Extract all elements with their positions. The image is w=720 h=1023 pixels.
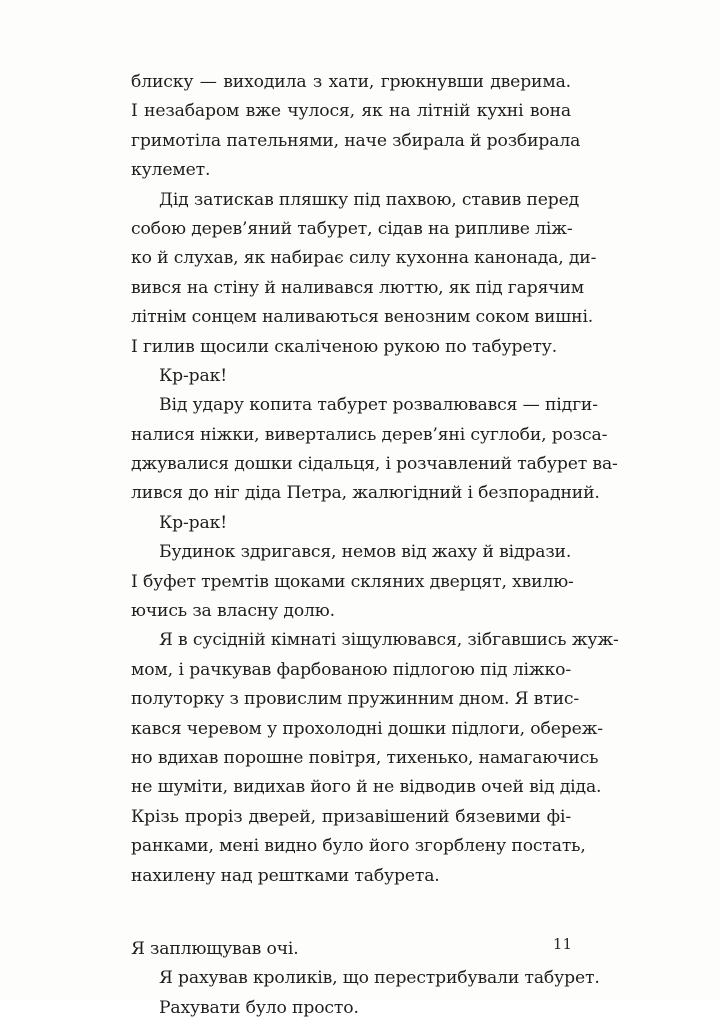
text-line: Кр-рак!: [159, 365, 227, 386]
text-line: не шуміти, видихав його й не відводив очей від діда.: [131, 777, 602, 798]
text-line: полуторку з провислим пружинним дном. Я втис-: [131, 689, 580, 710]
text-line: Будинок здригався, немов від жаху й відрази.: [159, 542, 572, 563]
text-line: ранками, мені видно було його згорблену постать,: [131, 836, 586, 857]
text-line: І гилив щосили скаліченою рукою по табурету.: [131, 336, 558, 357]
text-line: Я в сусідній кімнаті зіщулювався, зібгавшись жуж-: [159, 630, 619, 651]
text-line: Від удару копита табурет розвалювався — підги-: [159, 395, 598, 416]
text-line: джувалися дошки сідальця, і розчавлений табурет ва-: [131, 454, 618, 475]
text-line: гримотіла пательнями, наче збирала й розбирала: [131, 130, 581, 151]
page-number: 11: [552, 935, 572, 953]
text-line: ючись за власну долю.: [131, 601, 335, 622]
text-line: І незабаром вже чулося, як на літній кухні вона: [131, 101, 571, 122]
text-line: собою дерев’яний табурет, сідав на рипливе ліж-: [131, 218, 573, 239]
text-line: Я заплющував очі.: [131, 938, 299, 959]
text-line: І буфет тремтів щоками скляних дверцят, хвилю-: [131, 571, 574, 592]
text-line: Рахувати було просто.: [159, 997, 359, 1018]
text-line: Я рахував кроликів, що перестрибували табурет.: [159, 968, 600, 989]
text-line: блиску — виходила з хати, грюкнувши дверима.: [131, 72, 571, 92]
text-line: літнім сонцем наливаються венозним соком вишні.: [131, 307, 594, 328]
text-line: Дід затискав пляшку під пахвою, ставив перед: [159, 189, 580, 210]
text-line: кався черевом у прохолодні дошки підлоги, обереж-: [131, 718, 603, 739]
text-line: но вдихав порошне повітря, тихенько, намагаючись: [131, 747, 599, 768]
text-line: налися ніжки, вивертались дерев’яні суглоби, розса-: [131, 424, 608, 445]
text-line: Кр-рак!: [159, 512, 227, 533]
text-line: мом, і рачкував фарбованою підлогою під ліжко-: [131, 659, 571, 680]
text-line: вився на стіну й наливався люттю, як під гарячим: [131, 277, 585, 298]
text-line: ко й слухав, як набирає силу кухонна канонада, ди-: [131, 248, 597, 269]
body-text: [131, 68, 619, 1023]
section-break: [131, 891, 571, 935]
text-line: лився до ніг діда Петра, жалюгідний і безпорадний.: [131, 483, 600, 504]
text-line: кулемет.: [131, 160, 211, 181]
text-line: Крізь проріз дверей, призавішений бязевими фі-: [131, 806, 571, 827]
text-line: нахилену над рештками табурета.: [131, 865, 440, 886]
